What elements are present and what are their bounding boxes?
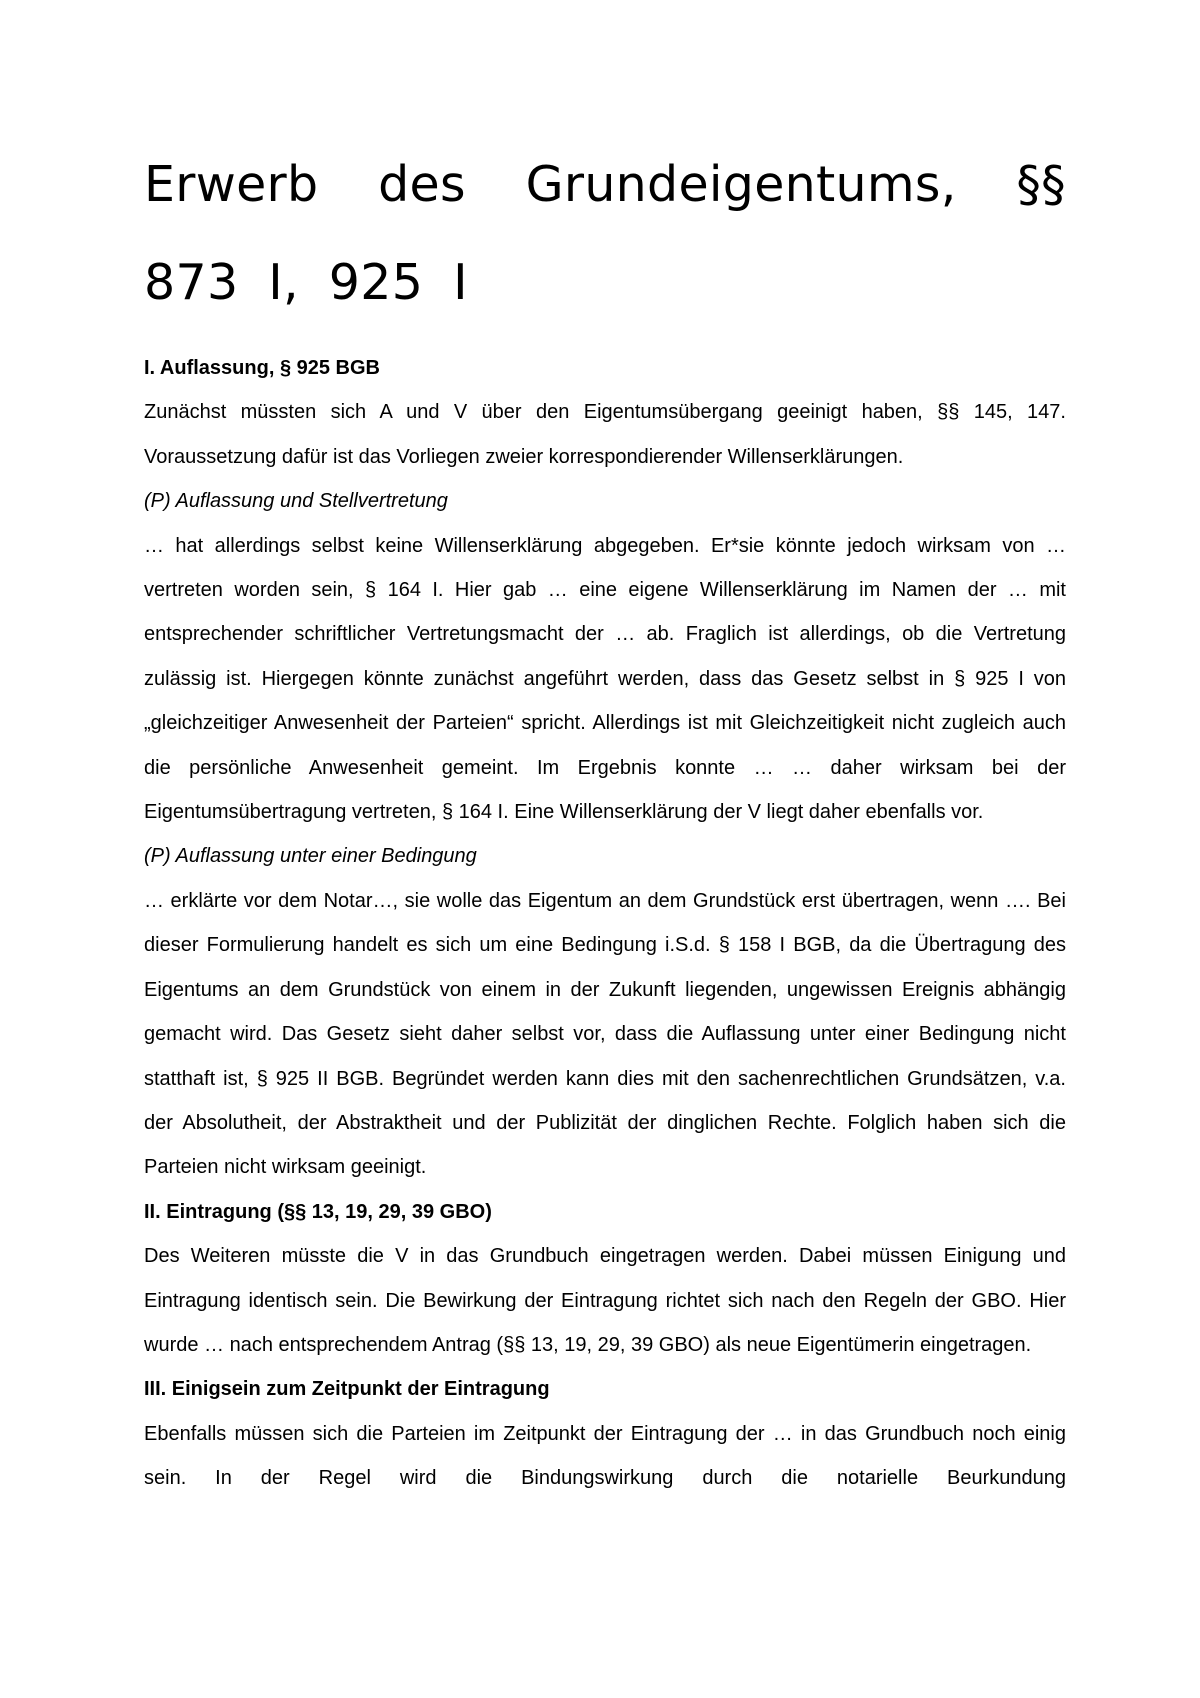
paragraph-bedingung: … erklärte vor dem Notar…, sie wolle das Eigentum an dem Grundstück erst übertragen, wenn …. Bei dieser Formulierung handelt es sich um eine Bedingung i.S.d. § 158 I BGB, da die Übertragung des Eigentums an dem Grundstück von einem in der Zukunft liegenden, ungewissen Ereignis abhängig gemacht wird. Das Gesetz sieht daher selbst vor, dass die Auflassung unter einer Bedingung nicht statthaft ist, § 925 II BGB. Begründet werden kann dies mit den sachenrechtlichen Grundsätzen, v.a. der Absolutheit, der Abstraktheit und der Publizität der dinglichen Rechte. Folglich haben sich die Parteien nicht wirksam geeinigt. bbox=[144, 889, 1066, 1179]
section-heading-auflassung: I. Auflassung, § 925 BGB bbox=[144, 357, 380, 379]
document-title bbox=[144, 136, 1066, 332]
section-heading-einigsein: III. Einigsein zum Zeitpunkt der Eintragung bbox=[144, 1378, 550, 1401]
title-line-2: 873 I, 925 I bbox=[144, 254, 468, 311]
title-line-1: Erwerb des Grundeigentums, §§ bbox=[144, 156, 1066, 213]
paragraph-stellvertretung: … hat allerdings selbst keine Willenserklärung abgegeben. Er*sie könnte jedoch wirksam von … vertreten worden sein, § 164 I. Hier gab … eine eigene Willenserklärung im Namen der … mit entsprechender schriftlicher Vertretungsmacht der … ab. Fraglich ist allerdings, ob die Vertretung zulässig ist. Hiergegen könnte zunächst angeführt werden, dass das Gesetz selbst in § 925 I von „gleichzeitiger Anwesenheit der Parteien“ spricht. Allerdings ist mit Gleichzeitigkeit nicht zugleich auch die persönliche Anwesenheit gemeint. Im Ergebnis konnte … … daher wirksam bei der Eigentumsübertragung vertreten, § 164 I. Eine Willenserklärung der V liegt daher ebenfalls vor. bbox=[144, 534, 1066, 824]
paragraph-einigsein: Ebenfalls müssen sich die Parteien im Zeitpunkt der Eintragung der … in das Grundbuch noch einig sein. In der Regel wird die Bindungswirkung durch die notarielle Beurkundung bbox=[144, 1422, 1066, 1490]
problem-label-stellvertretung: (P) Auflassung und Stellvertretung bbox=[144, 490, 448, 513]
paragraph-eintragung: Des Weiteren müsste die V in das Grundbuch eingetragen werden. Dabei müssen Einigung und Eintragung identisch sein. Die Bewirkung der Eintragung richtet sich nach den Regeln der GBO. Hier wurde … nach entsprechendem Antrag (§§ 13, 19, 29, 39 GBO) als neue Eigentümerin eingetragen. bbox=[144, 1245, 1066, 1356]
problem-label-bedingung: (P) Auflassung unter einer Bedingung bbox=[144, 845, 477, 868]
section-heading-eintragung: II. Eintragung (§§ 13, 19, 29, 39 GBO) bbox=[144, 1200, 492, 1223]
paragraph-einigung: Zunächst müssten sich A und V über den Eigentumsübergang geeinigt haben, §§ 145, 147. Voraussetzung dafür ist das Vorliegen zweier korrespondierender Willenserklärungen. bbox=[144, 401, 1066, 468]
document-page bbox=[144, 136, 1066, 1501]
